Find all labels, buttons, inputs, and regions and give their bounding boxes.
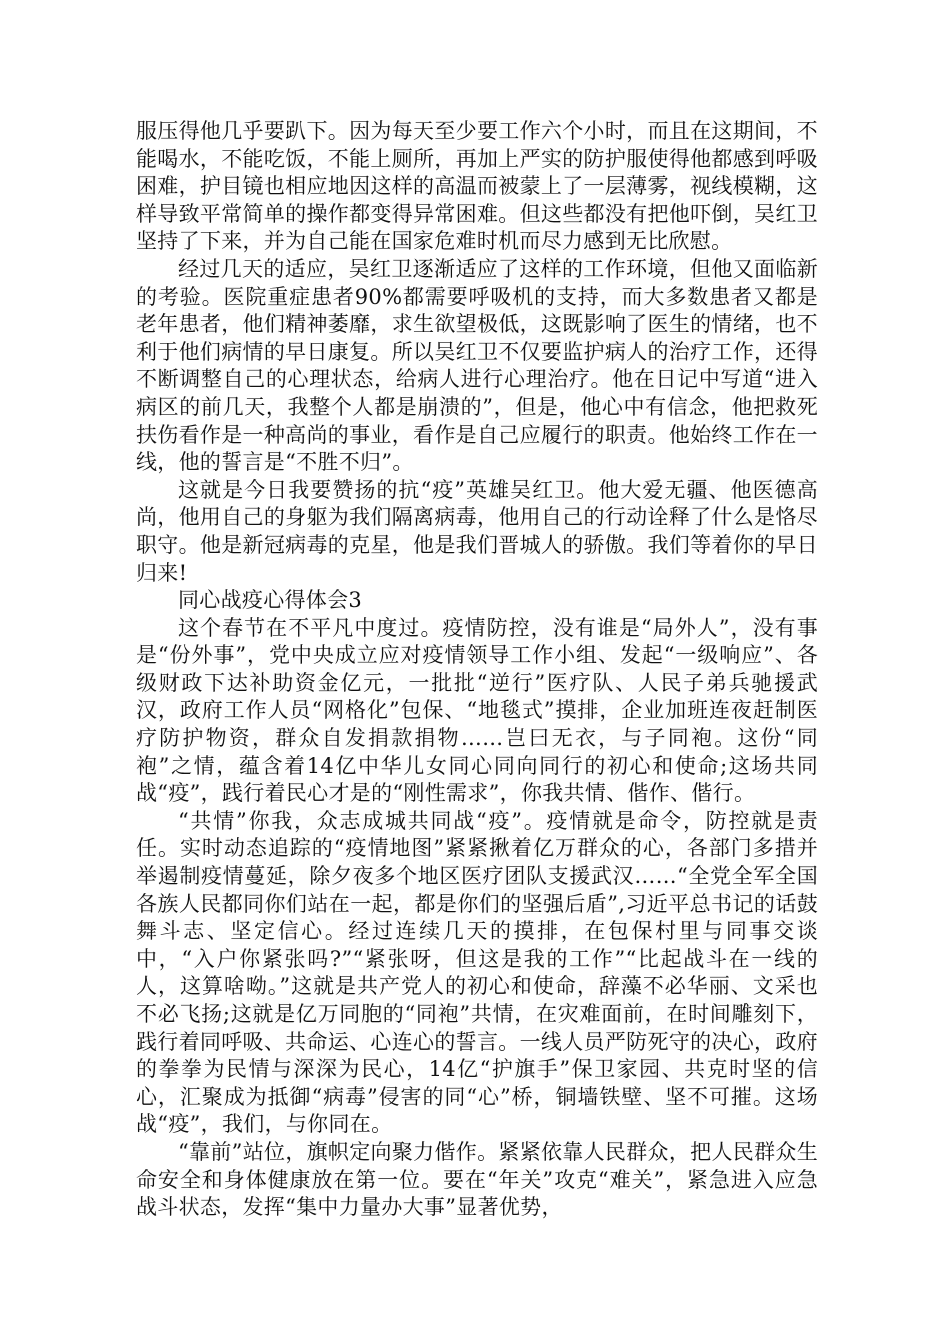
paragraph-empathy: “共情”你我，众志成城共同战“疫”。疫情就是命令，防控就是责任。实时动态追踪的“疫情地图”紧紧揪着亿万群众的心，各部门多措并举遏制疫情蔓延，除夕夜多个地区医疗团队支援武汉……“全党全军全国各族人民都同你们站在一起，都是你们的坚强后盾”,习近平总书记的话鼓舞斗志、坚定信心。经过连续几天的摸排，在包保村里与同事交谈中，“入户你紧张吗?”“紧张呀，但这是我的工作”“比起战斗在一线的人，这算啥呦。”这就是共产党人的初心和使命，辞藻不必华丽、文采也不必飞扬;这就是亿万同胞的“同袍”共情，在灾难面前，在时间雕刻下，践行着同呼吸、共命运、心连心的誓言。一线人员严防死守的决心，政府的拳拳为民情与深深为民心，14亿“护旗手”保卫家园、共克时坚的信心，汇聚成为抵御“病毒”侵害的同“心”桥，铜墙铁壁、坚不可摧。这场战“疫”，我们，与你同在。 <box>136 808 818 1137</box>
paragraph-continuation: 服压得他几乎要趴下。因为每天至少要工作六个小时，而且在这期间，不能喝水，不能吃饭，不能上厕所，再加上严实的防护服使得他都感到呼吸困难，护目镜也相应地因这样的高温而被蒙上了一层薄雾，视线模糊，这样导致平常简单的操作都变得异常困难。但这些都没有把他吓倒，吴红卫坚持了下来，并为自己能在国家危难时机而尽力感到无比欣慰。 <box>136 119 818 254</box>
paragraph-spring-festival: 这个春节在不平凡中度过。疫情防控，没有谁是“局外人”，没有事是“份外事”，党中央成立应对疫情领导工作小组、发起“一级响应”、各级财政下达补助资金亿元，一批批“逆行”医疗队、人民子弟兵驰援武汉，政府工作人员“网格化”包保、“地毯式”摸排，企业加班连夜赶制医疗防护物资，群众自发捐款捐物……岂曰无衣，与子同袍。这份“同袍”之情，蕴含着14亿中华儿女同心同向同行的初心和使命;这场共同战“疫”，践行着民心才是的“刚性需求”，你我共情、偕作、偕行。 <box>136 615 819 806</box>
section-heading: 同心战疫心得体会3 <box>178 588 363 613</box>
paragraph-adaptation: 经过几天的适应，吴红卫逐渐适应了这样的工作环境，但他又面临新的考验。医院重症患者90%都需要呼吸机的支持，而大多数患者又都是老年患者，他们精神萎靡，求生欲望极低，这既影响了医生的情绪，也不利于他们病情的早日康复。所以吴红卫不仅要监护病人的治疗工作，还得不断调整自己的心理状态，给病人进行心理治疗。他在日记中写道“进入病区的前几天，我整个人都是崩溃的”，但是，他心中有信念，他把救死扶伤看作是一种高尚的事业，看作是自己应履行的职责。他始终工作在一线，他的誓言是“不胜不归”。 <box>136 256 818 475</box>
paragraph-hero-praise: 这就是今日我要赞扬的抗“疫”英雄吴红卫。他大爱无疆、他医德高尚，他用自己的身躯为我们隔离病毒，他用自己的行动诠释了什么是恪尽职守。他是新冠病毒的克星，他是我们晋城人的骄傲。我们等着你的早日归来! <box>136 477 818 585</box>
paragraph-frontline: “靠前”站位，旗帜定向聚力偕作。紧紧依靠人民群众，把人民群众生命安全和身体健康放在第一位。要在“年关”攻克“难关”，紧急进入应急战斗状态，发挥“集中力量办大事”显著优势， <box>136 1139 818 1220</box>
document-body <box>136 118 818 1222</box>
